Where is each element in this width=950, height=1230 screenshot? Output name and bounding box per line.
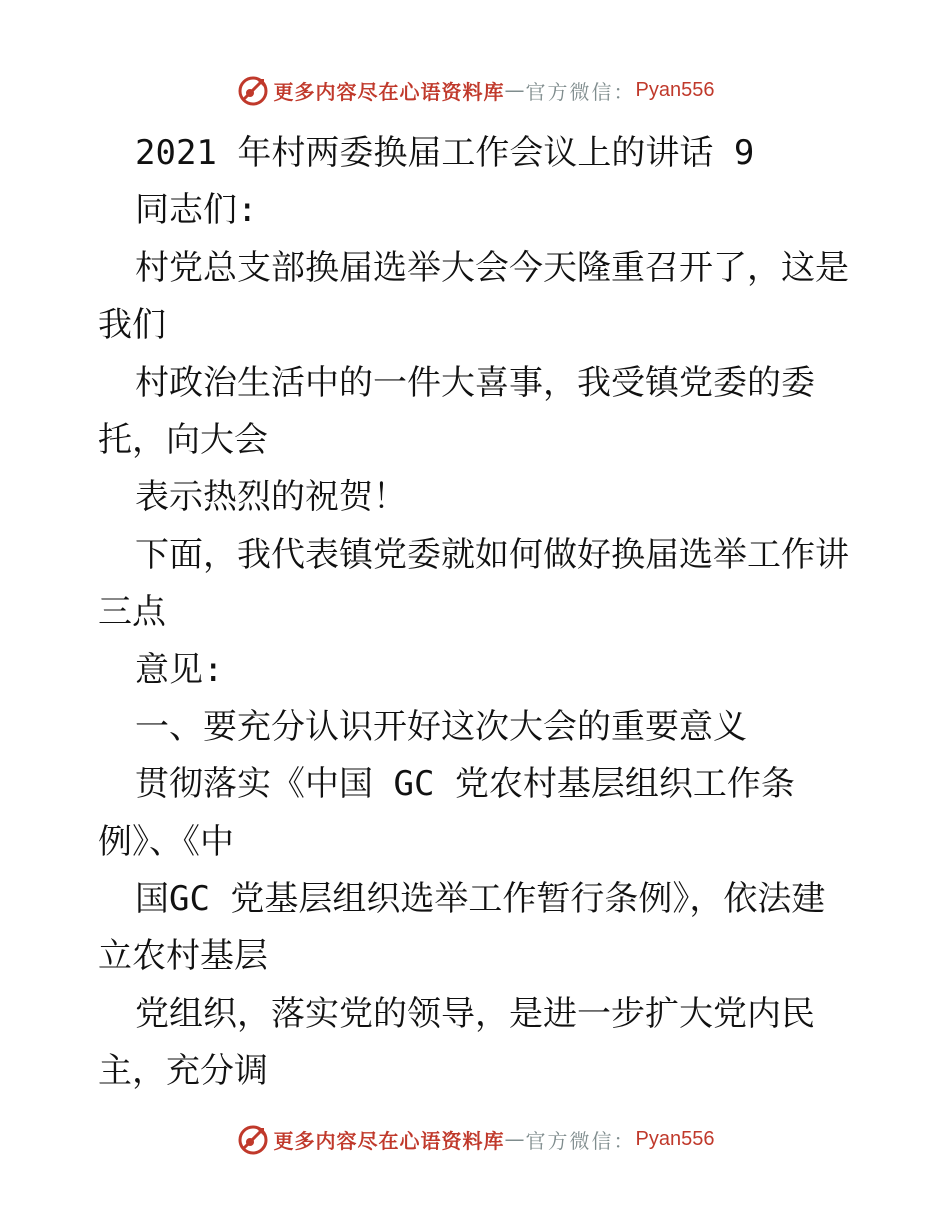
watermark-dash: — bbox=[504, 78, 526, 102]
watermark-label: 官方微信： bbox=[525, 79, 636, 104]
logo-icon bbox=[236, 73, 270, 107]
watermark-id: Pyan556 bbox=[635, 1127, 715, 1150]
text-line: 党组织，落实党的领导，是进一步扩大党内民 bbox=[135, 993, 815, 1034]
text-line: 表示热烈的祝贺！ bbox=[135, 477, 407, 518]
text-line: 一、要充分认识开好这次大会的重要意义 bbox=[135, 706, 747, 747]
text-line: 村政治生活中的一件大喜事，我受镇党委的委 bbox=[135, 362, 815, 403]
footer-watermark bbox=[0, 1119, 950, 1159]
text-line: 贯彻落实《中国 GC 党农村基层组织工作条 bbox=[135, 764, 795, 805]
text-line: 例》、《中 bbox=[98, 821, 234, 862]
header-watermark bbox=[0, 70, 950, 110]
watermark-dash: — bbox=[504, 1127, 526, 1151]
text-line: 国GC 党基层组织选举工作暂行条例》，依法建 bbox=[135, 879, 826, 920]
text-line: 立农村基层 bbox=[98, 936, 268, 977]
text-line: 下面，我代表镇党委就如何做好换届选举工作讲 bbox=[135, 534, 849, 575]
text-line: 托，向大会 bbox=[98, 419, 268, 460]
text-line: 意见: bbox=[135, 649, 224, 690]
document-body bbox=[98, 125, 858, 1101]
text-line: 三点 bbox=[98, 592, 166, 633]
watermark-text: 更多内容尽在心语资料库 bbox=[273, 79, 505, 104]
text-line: 我们 bbox=[98, 305, 166, 346]
text-line: 同志们: bbox=[135, 190, 258, 231]
logo-icon bbox=[236, 1122, 270, 1156]
text-line: 2021 年村两委换届工作会议上的讲话 9 bbox=[135, 133, 755, 173]
watermark-id: Pyan556 bbox=[635, 78, 715, 101]
watermark-text: 更多内容尽在心语资料库 bbox=[273, 1128, 505, 1153]
watermark-label: 官方微信： bbox=[525, 1128, 636, 1153]
text-line: 主，充分调 bbox=[98, 1051, 268, 1092]
text-line: 村党总支部换届选举大会今天隆重召开了，这是 bbox=[135, 247, 849, 288]
